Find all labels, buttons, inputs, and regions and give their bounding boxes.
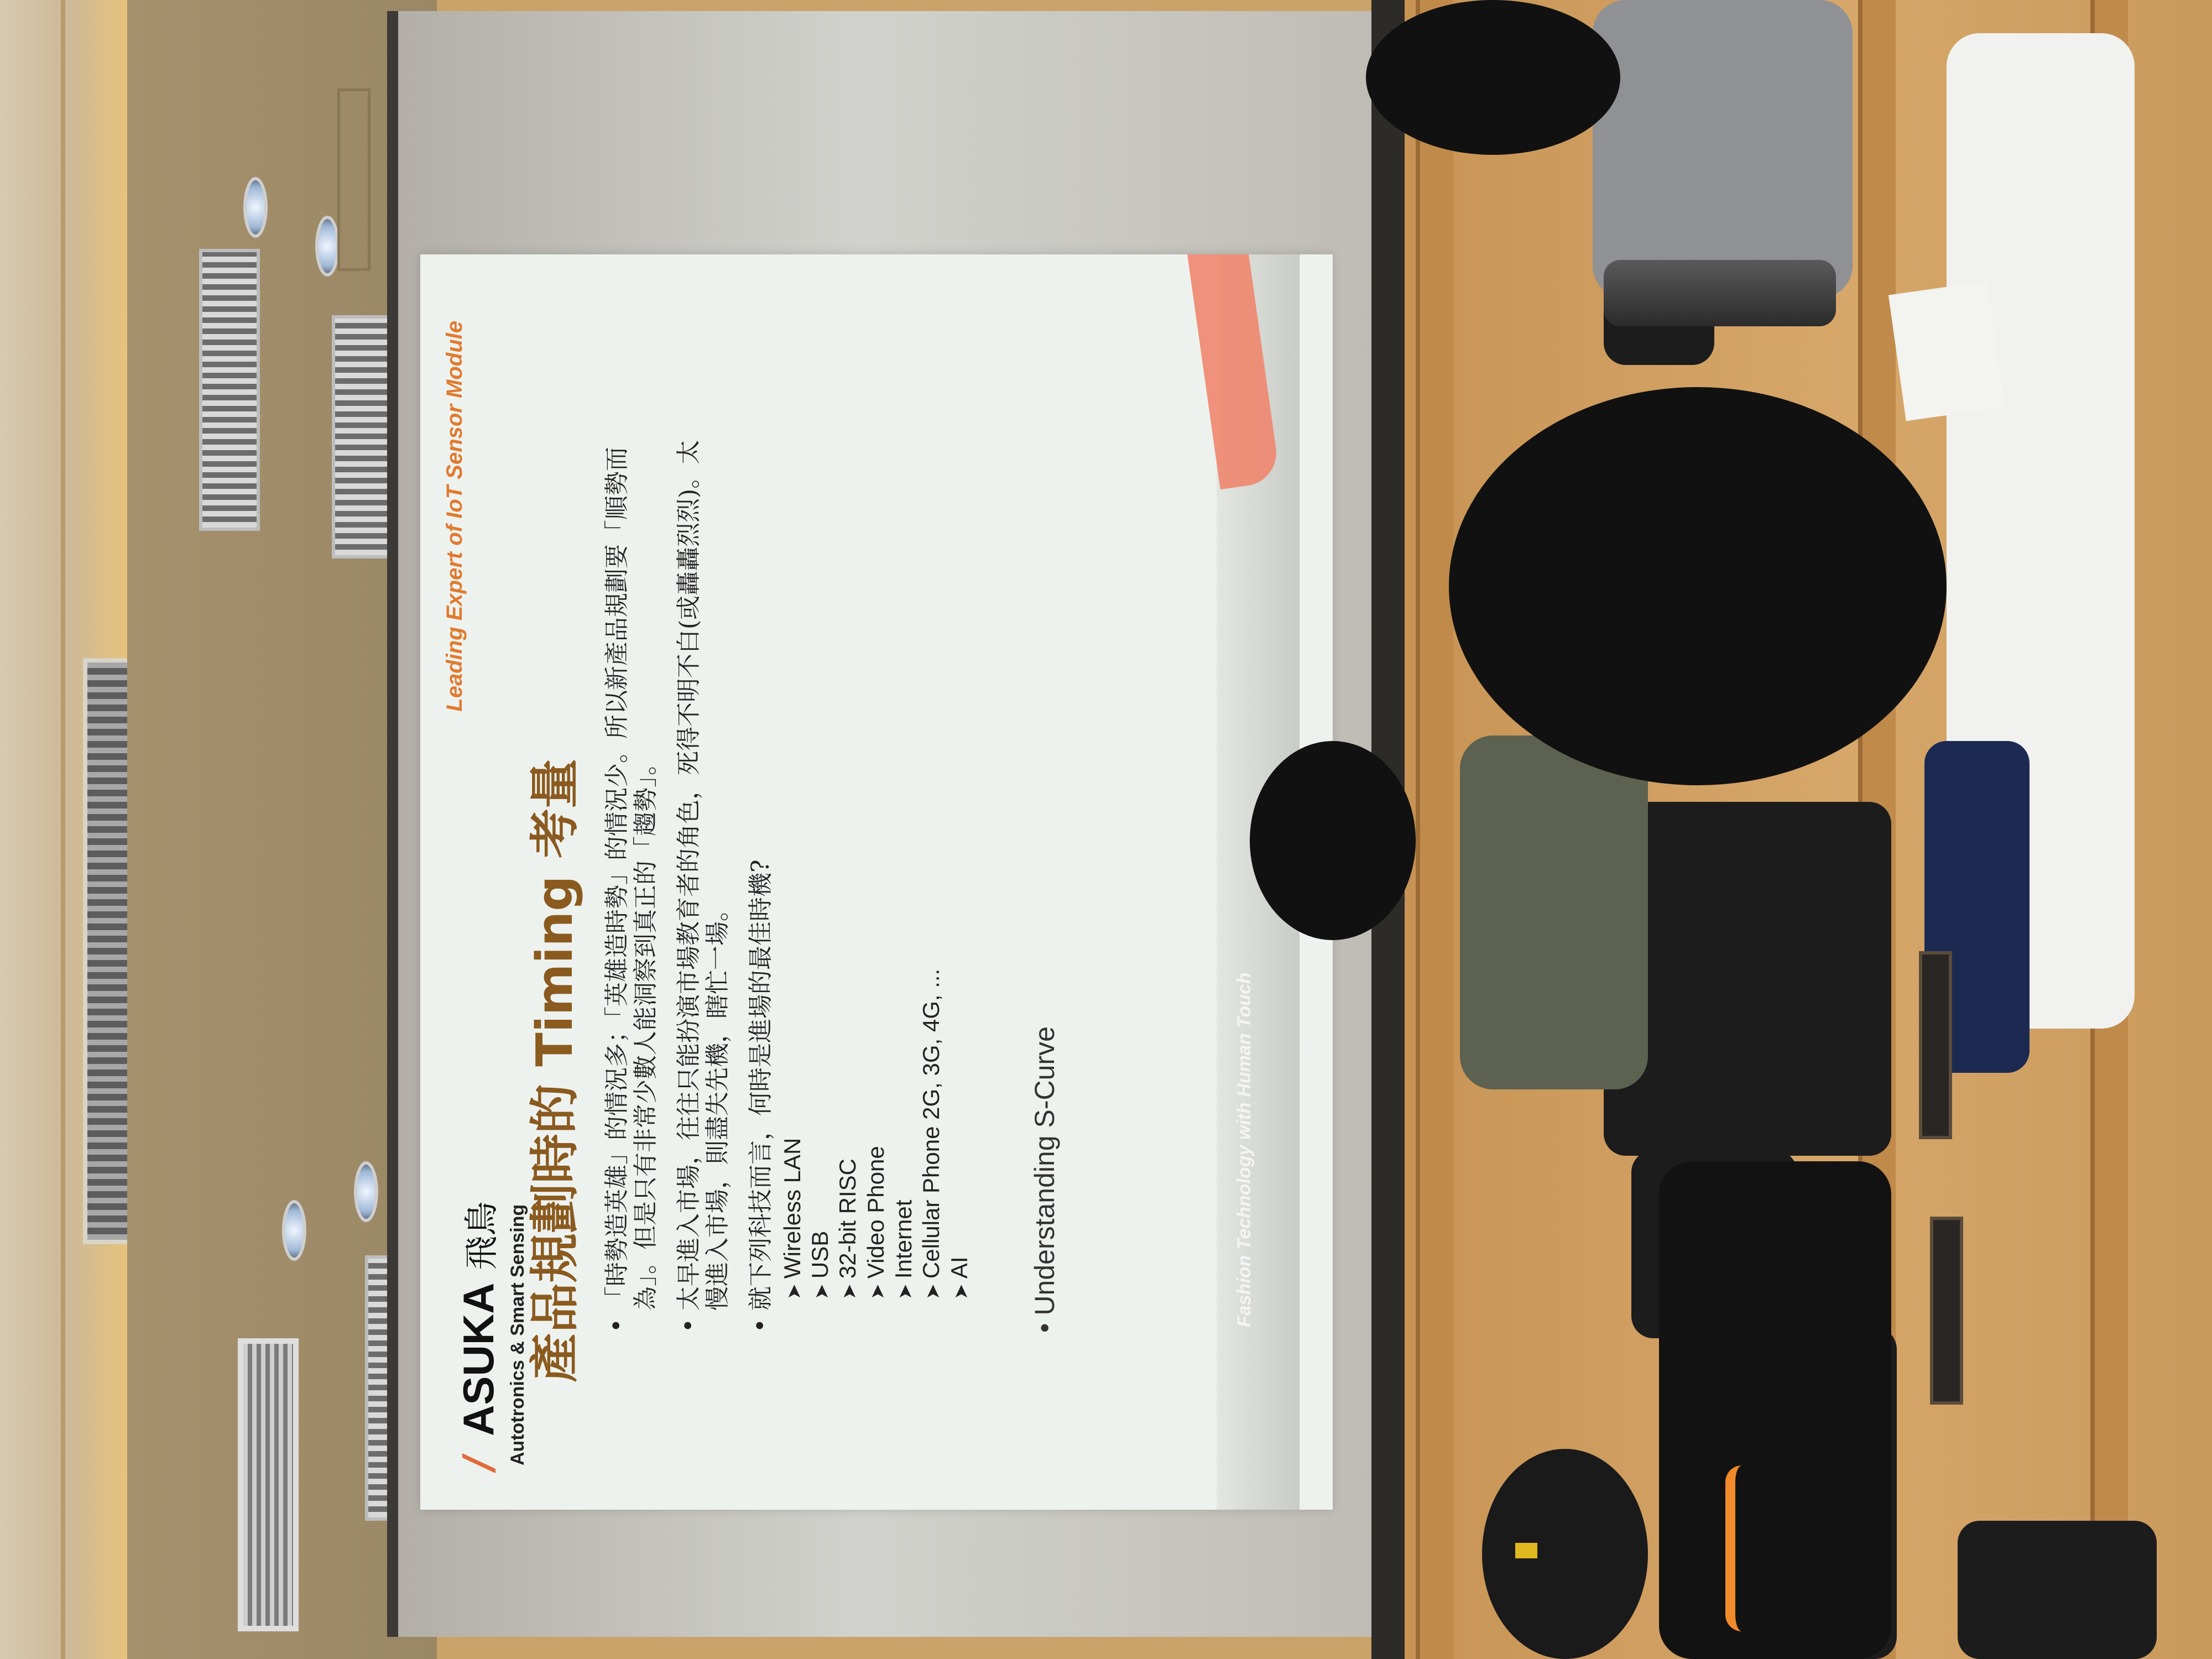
slide-title: 產品規劃時的 Timing 考量	[526, 758, 584, 1383]
tech-item: ➤ AI	[946, 420, 973, 1300]
chair-back-4	[1958, 1521, 2157, 1659]
brand-name: ASUKA	[454, 1282, 503, 1436]
brand-tagline: Autotronics & Smart Sensing	[507, 1204, 528, 1465]
shirt-logo-icon	[1725, 1465, 1807, 1631]
brand-mark-icon	[462, 1437, 495, 1473]
tech-item: ➤ Wireless LAN	[779, 420, 806, 1300]
projected-slide	[420, 254, 1333, 1510]
desk-outlet-2	[1930, 1217, 1963, 1405]
wall-vent-top	[199, 249, 260, 531]
bullet-list	[603, 420, 988, 1333]
tech-item: ➤ USB	[806, 420, 834, 1300]
cap-logo-icon	[1515, 1543, 1537, 1558]
wall-grille	[238, 1338, 299, 1631]
tech-item: ➤ Video Phone	[862, 420, 890, 1300]
wall-light-4	[354, 1161, 378, 1222]
person-head-cap	[1482, 1449, 1648, 1659]
slide-content	[420, 254, 1333, 1510]
wall-light-1	[243, 177, 268, 238]
tech-list	[779, 420, 974, 1300]
paper-sheet	[1888, 281, 2005, 421]
bullet-item-3-text: 就下列科技而言，何時是進場的最佳時機?	[746, 859, 775, 1311]
brand-chinese-name: 飛鳥	[461, 1201, 502, 1270]
header-tagline: Leading Expert of IoT Sensor Module	[442, 321, 467, 712]
wall-light-2	[315, 216, 340, 276]
tech-item: ➤ Internet	[890, 420, 917, 1300]
s-curve-bullet: • Understanding S-Curve	[1029, 1026, 1060, 1333]
water-bottle	[1604, 260, 1836, 326]
tech-item: ➤ 32-bit RISC	[834, 420, 862, 1300]
wall-vent-middle	[332, 315, 393, 559]
slide-footer-text: Fashion Technology with Human Touch	[1234, 972, 1255, 1327]
person-head-front	[1449, 387, 1947, 785]
wall-panel	[337, 88, 371, 271]
s-curve-text: Understanding S-Curve	[1029, 1026, 1060, 1316]
person-head-top	[1366, 0, 1620, 155]
tech-item: ➤ Cellular Phone 2G, 3G, 4G, ...	[917, 420, 945, 1300]
person-green-shirt	[1460, 735, 1648, 1089]
bullet-item-1: • 「時勢造英雄」的情況多；「英雄造時勢」的情況少。所以新產品規劃要「順勢而為」。但是只有非常少數人能洞察到真正的「趨勢」。	[603, 420, 660, 1333]
bullet-item-2: • 太早進入市場，往往只能扮演市場教育者的角色，死得不明不白(或轟轟烈烈)。太慢進入市場，則盡失先機，瞎忙一場。	[675, 420, 732, 1333]
ceiling-beam	[61, 0, 65, 1659]
desk-rail-1	[1416, 0, 1453, 1659]
person-grey-shirt	[1593, 0, 1853, 299]
desk-outlet-1	[1919, 951, 1952, 1139]
person-head-green	[1250, 741, 1416, 940]
wall-light-3	[282, 1200, 306, 1261]
bullet-item-3	[747, 420, 974, 1333]
